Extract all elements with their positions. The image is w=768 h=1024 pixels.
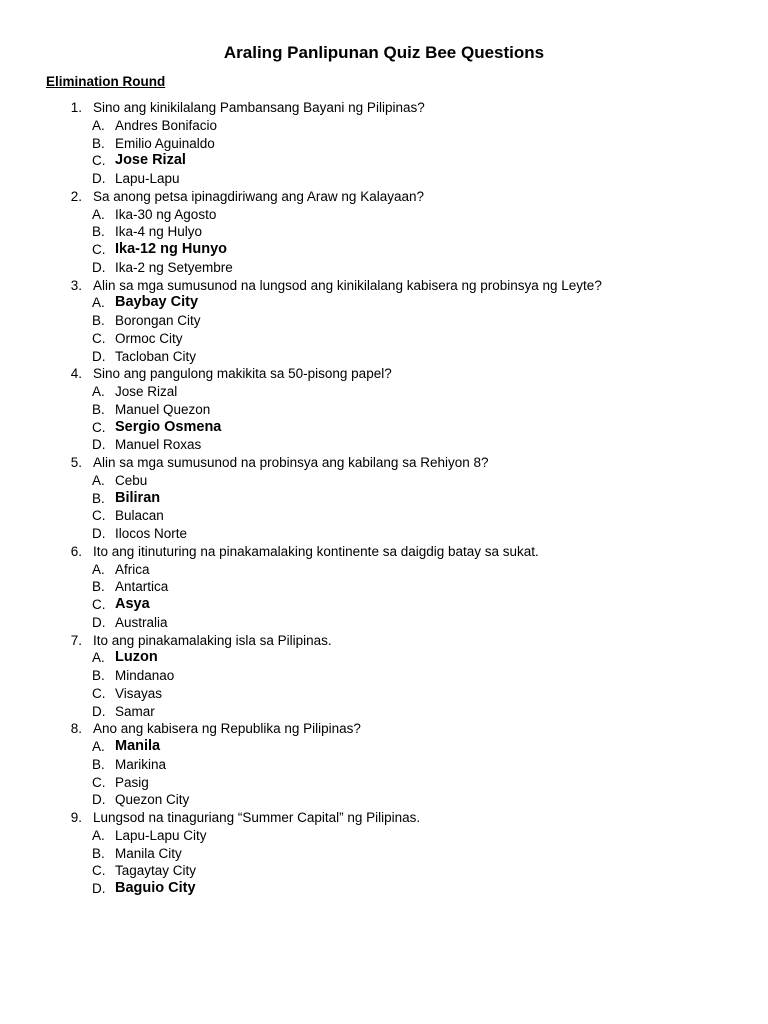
question-number: 3.	[70, 277, 82, 293]
answer-choice	[0, 507, 768, 525]
choice-letter: D.	[92, 171, 106, 186]
answer-choice	[0, 312, 768, 330]
choice-text: Manila	[115, 738, 161, 754]
answer-choice	[0, 845, 768, 863]
choice-text: Sergio Osmena	[115, 418, 222, 435]
choice-text: Asya	[115, 596, 150, 612]
choice-text: Borongan City	[115, 313, 201, 328]
choice-text: Luzon	[115, 649, 158, 666]
question-item	[0, 454, 768, 472]
answer-choice	[0, 135, 768, 153]
choice-letter: C.	[92, 242, 106, 257]
choice-letter: B.	[92, 756, 105, 772]
choice-letter: B.	[92, 401, 105, 417]
answer-choice	[0, 117, 768, 135]
answer-choice	[0, 667, 768, 685]
correct-answer-choice	[0, 419, 768, 437]
choice-text: Africa	[115, 561, 150, 577]
answer-choice	[0, 436, 768, 454]
choice-text: Lapu-Lapu	[115, 171, 180, 186]
question-item	[0, 809, 768, 827]
answer-choice	[0, 756, 768, 774]
answer-choice	[0, 223, 768, 241]
choice-letter: D.	[92, 881, 106, 896]
question-number: 4.	[70, 366, 82, 382]
answer-choice	[0, 383, 768, 401]
correct-answer-choice	[0, 490, 768, 508]
answer-choice	[0, 561, 768, 579]
choice-text: Manuel Roxas	[115, 437, 202, 453]
choice-text: Ika-4 ng Hulyo	[115, 224, 203, 240]
choice-text: Samar	[115, 703, 155, 719]
choice-letter: A.	[92, 384, 105, 399]
correct-answer-choice	[0, 152, 768, 170]
answer-choice	[0, 525, 768, 543]
question-item	[0, 543, 768, 561]
choice-text: Antartica	[115, 579, 169, 595]
choice-letter: A.	[92, 117, 105, 133]
choice-letter: C.	[92, 330, 106, 346]
choice-text: Bulacan	[115, 508, 164, 524]
choice-text: Ika-2 ng Setyembre	[115, 259, 233, 275]
question-number: 1.	[70, 100, 82, 115]
choice-text: Baybay City	[115, 294, 199, 311]
correct-answer-choice	[0, 649, 768, 667]
choice-letter: A.	[92, 827, 105, 843]
question-item	[0, 99, 768, 117]
question-item	[0, 365, 768, 383]
choice-letter: A.	[92, 561, 105, 577]
choice-letter: C.	[92, 597, 106, 612]
document-title: Araling Panlipunan Quiz Bee Questions	[223, 43, 545, 62]
correct-answer-choice	[0, 241, 768, 259]
choice-letter: C.	[92, 508, 106, 524]
choice-letter: B.	[92, 845, 105, 861]
question-list	[0, 99, 768, 898]
choice-text: Manuel Quezon	[115, 401, 211, 417]
answer-choice	[0, 259, 768, 277]
choice-letter: B.	[92, 490, 105, 506]
correct-answer-choice	[0, 294, 768, 312]
question-text: Alin sa mga sumusunod na lungsod ang kinikilalang kabisera ng probinsya ng Leyte?	[93, 277, 602, 293]
answer-choice	[0, 791, 768, 809]
question-number: 6.	[70, 543, 82, 559]
correct-answer-choice	[0, 738, 768, 756]
choice-text: Australia	[115, 614, 168, 630]
answer-choice	[0, 472, 768, 490]
question-text: Sa anong petsa ipinagdiriwang ang Araw ng Kalayaan?	[93, 188, 424, 204]
choice-letter: A.	[92, 739, 105, 754]
answer-choice	[0, 774, 768, 792]
question-number: 8.	[70, 721, 82, 737]
choice-text: Jose Rizal	[115, 152, 186, 169]
answer-choice	[0, 348, 768, 366]
choice-letter: B.	[92, 313, 105, 328]
question-number: 9.	[70, 810, 82, 825]
choice-text: Ika-12 ng Hunyo	[115, 241, 227, 257]
answer-choice	[0, 578, 768, 596]
answer-choice	[0, 170, 768, 188]
choice-text: Biliran	[115, 489, 161, 506]
question-number: 2.	[70, 188, 82, 204]
question-item	[0, 632, 768, 650]
question-item	[0, 188, 768, 206]
question-item	[0, 277, 768, 295]
choice-letter: A.	[92, 295, 105, 311]
choice-text: Mindanao	[115, 668, 175, 683]
question-text: Sino ang pangulong makikita sa 50-pisong papel?	[93, 366, 392, 382]
question-text: Ito ang pinakamalaking isla sa Pilipinas.	[93, 632, 332, 648]
choice-letter: D.	[92, 348, 106, 364]
choice-letter: B.	[92, 224, 105, 240]
choice-text: Ika-30 ng Agosto	[115, 206, 217, 222]
question-item	[0, 720, 768, 738]
question-text: Ito ang itinuturing na pinakamalaking kontinente sa daigdig batay sa sukat.	[93, 543, 539, 559]
choice-text: Lapu-Lapu City	[115, 827, 207, 843]
choice-letter: D.	[92, 703, 106, 719]
answer-choice	[0, 401, 768, 419]
choice-letter: C.	[92, 774, 106, 790]
choice-text: Marikina	[115, 756, 167, 772]
choice-letter: C.	[92, 685, 106, 701]
choice-letter: C.	[92, 153, 106, 169]
question-text: Sino ang kinikilalang Pambansang Bayani ng Pilipinas?	[93, 100, 425, 115]
choice-letter: B.	[92, 135, 105, 151]
choice-letter: D.	[92, 614, 106, 630]
choice-letter: B.	[92, 668, 105, 683]
choice-letter: D.	[92, 526, 106, 541]
answer-choice	[0, 685, 768, 703]
choice-text: Quezon City	[115, 792, 190, 808]
choice-text: Tacloban City	[115, 348, 197, 364]
choice-letter: C.	[92, 863, 106, 879]
choice-text: Manila City	[115, 845, 182, 861]
choice-letter: A.	[92, 650, 105, 666]
choice-text: Andres Bonifacio	[115, 117, 218, 133]
choice-letter: D.	[92, 437, 106, 453]
choice-text: Baguio City	[115, 880, 196, 896]
answer-choice	[0, 827, 768, 845]
choice-letter: B.	[92, 579, 105, 595]
correct-answer-choice	[0, 596, 768, 614]
choice-letter: D.	[92, 792, 106, 808]
question-text: Ano ang kabisera ng Republika ng Pilipinas?	[93, 721, 361, 737]
answer-choice	[0, 330, 768, 348]
choice-text: Ilocos Norte	[115, 526, 188, 541]
choice-text: Pasig	[115, 774, 149, 790]
choice-letter: C.	[92, 419, 106, 435]
choice-text: Ormoc City	[115, 330, 183, 346]
correct-answer-choice	[0, 880, 768, 898]
choice-text: Tagaytay City	[115, 863, 197, 879]
choice-letter: D.	[92, 259, 106, 275]
answer-choice	[0, 206, 768, 224]
question-number: 5.	[70, 455, 82, 470]
choice-text: Jose Rizal	[115, 384, 178, 399]
question-text: Lungsod na tinaguriang “Summer Capital” ng Pilipinas.	[93, 810, 421, 825]
choice-letter: A.	[92, 472, 105, 488]
choice-letter: A.	[92, 206, 105, 222]
choice-text: Cebu	[115, 472, 148, 488]
question-number: 7.	[70, 632, 82, 648]
section-heading: Elimination Round	[46, 74, 166, 89]
question-text: Alin sa mga sumusunod na probinsya ang kabilang sa Rehiyon 8?	[93, 455, 489, 470]
choice-text: Emilio Aguinaldo	[115, 135, 215, 151]
choice-text: Visayas	[115, 685, 163, 701]
answer-choice	[0, 862, 768, 880]
answer-choice	[0, 703, 768, 721]
answer-choice	[0, 614, 768, 632]
